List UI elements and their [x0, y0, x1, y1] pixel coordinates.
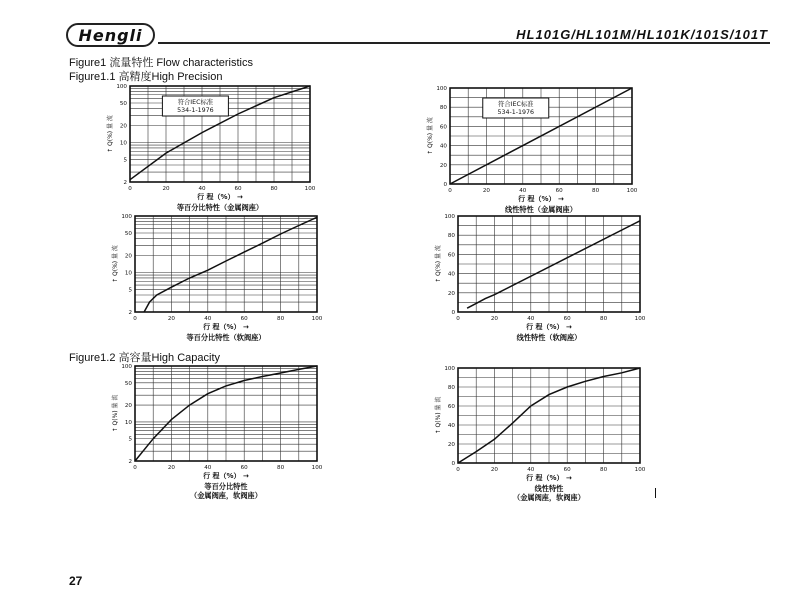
chart-linear-soft [428, 214, 650, 344]
y-tick-label: 80 [447, 385, 455, 391]
x-axis-label: 行 程（%） → [526, 474, 572, 482]
y-tick-label: 10 [119, 140, 127, 147]
y-tick-label: 100 [116, 84, 127, 90]
header-rule [158, 42, 770, 44]
x-axis-label: 行 程（%） → [518, 195, 564, 203]
y-tick-label: 100 [121, 364, 132, 370]
x-tick-label: 40 [198, 186, 206, 192]
chart-caption: （金属阀座，软阀座） [190, 491, 262, 500]
x-tick-label: 80 [592, 188, 600, 194]
standard-box-text: 符合IEC标准 [498, 101, 534, 108]
chart-caption: 等百分比特性 [204, 482, 248, 491]
y-tick-label: 80 [447, 233, 455, 240]
series-line [467, 221, 640, 308]
y-tick-label: 50 [124, 231, 132, 238]
y-tick-label: 20 [124, 403, 132, 410]
chart-caption: （金属阀座，软阀座） [513, 493, 585, 502]
standard-box-text: 符合IEC标准 [177, 99, 214, 106]
x-tick-label: 60 [240, 465, 248, 471]
y-tick-label: 0 [443, 182, 447, 188]
y-tick-label: 100 [444, 214, 455, 220]
figure1-title: Figure1 流量特性 Flow characteristics [69, 57, 253, 69]
y-tick-label: 0 [451, 461, 455, 467]
y-tick-label: 2 [128, 459, 132, 465]
y-tick-label: 2 [123, 180, 127, 186]
x-axis-label: 行 程（%） → [203, 323, 249, 331]
x-tick-label: 60 [234, 186, 242, 192]
chart-eq-pct-capacity [105, 364, 327, 502]
y-tick-label: 20 [119, 123, 127, 130]
chart-eq-pct-soft [105, 214, 327, 344]
x-tick-label: 60 [563, 467, 571, 473]
x-axis-label: 行 程（%） → [526, 323, 572, 331]
y-tick-label: 2 [128, 310, 132, 316]
y-axis-label: ↑ Q(%) 量 流 [112, 394, 119, 433]
x-tick-label: 60 [555, 188, 563, 194]
y-tick-label: 40 [447, 423, 455, 429]
y-tick-label: 60 [439, 124, 447, 131]
standard-box-text: 534-1-1976 [177, 107, 214, 114]
x-tick-label: 100 [634, 316, 646, 322]
y-tick-label: 5 [128, 436, 132, 443]
series-line [144, 217, 317, 312]
x-tick-label: 100 [311, 316, 323, 322]
x-tick-label: 60 [563, 316, 571, 322]
y-tick-label: 100 [444, 366, 455, 372]
x-tick-label: 20 [162, 186, 170, 192]
x-tick-label: 0 [448, 188, 452, 194]
y-tick-label: 5 [123, 157, 127, 164]
x-tick-label: 20 [490, 316, 498, 322]
x-tick-label: 0 [133, 316, 137, 322]
chart-caption: 等百分比特性（软阀座） [186, 333, 266, 342]
chart-linear-metal [420, 86, 642, 216]
y-tick-label: 40 [439, 143, 447, 150]
x-tick-label: 40 [519, 188, 527, 194]
y-tick-label: 0 [451, 310, 455, 316]
brand-logo: Hengli [66, 23, 155, 47]
y-tick-label: 20 [124, 253, 132, 260]
x-tick-label: 100 [634, 467, 646, 473]
model-codes: HL101G/HL101M/HL101K/101S/101T [516, 27, 768, 42]
y-tick-label: 60 [447, 404, 455, 410]
y-tick-label: 100 [121, 214, 132, 220]
y-tick-label: 50 [119, 101, 127, 108]
x-axis-label: 行 程（%） → [197, 193, 243, 201]
x-tick-label: 0 [456, 316, 460, 322]
x-tick-label: 20 [490, 467, 498, 473]
figure1-2-title: Figure1.2 高容量High Capacity [69, 352, 221, 364]
figure1-1-title: Figure1.1 高精度High Precision [69, 71, 223, 83]
x-tick-label: 0 [133, 465, 137, 471]
x-tick-label: 80 [600, 467, 608, 473]
x-tick-label: 80 [270, 186, 278, 192]
y-tick-label: 50 [124, 380, 132, 387]
x-tick-label: 0 [128, 186, 132, 192]
y-axis-label: ↑ Q(%) 量 流 [427, 117, 434, 155]
y-axis-label: ↑ Q(%) 量 流 [112, 245, 119, 283]
x-tick-label: 40 [527, 316, 535, 322]
chart-caption: 等百分比特性（金属阀座） [176, 203, 264, 212]
x-tick-label: 80 [600, 316, 608, 322]
margin-mark [655, 488, 656, 498]
chart-eq-pct-metal [100, 84, 320, 214]
y-axis-label: ↑ Q(%) 量 流 [435, 245, 442, 283]
x-tick-label: 0 [456, 467, 460, 473]
x-tick-label: 40 [204, 316, 212, 322]
y-axis-label: ↑ Q(%) 量 流 [107, 115, 114, 153]
x-tick-label: 40 [527, 467, 535, 473]
x-tick-label: 100 [626, 188, 638, 194]
y-tick-label: 100 [436, 86, 447, 92]
y-tick-label: 10 [124, 419, 132, 426]
y-tick-label: 20 [447, 442, 455, 448]
y-tick-label: 5 [128, 287, 132, 294]
chart-linear-capacity [428, 366, 650, 504]
chart-caption: 线性特性（金属阀座） [505, 205, 577, 214]
x-tick-label: 60 [240, 316, 248, 322]
x-axis-label: 行 程（%） → [203, 472, 249, 480]
x-tick-label: 80 [277, 465, 285, 471]
y-tick-label: 20 [439, 162, 447, 169]
chart-caption: 线性特性（软阀座） [516, 333, 582, 342]
x-tick-label: 20 [167, 316, 175, 322]
x-tick-label: 40 [204, 465, 212, 471]
y-tick-label: 20 [447, 290, 455, 297]
y-tick-label: 60 [447, 252, 455, 259]
x-tick-label: 20 [167, 465, 175, 471]
y-tick-label: 10 [124, 270, 132, 277]
standard-box-text: 534-1-1976 [497, 109, 535, 116]
x-tick-label: 100 [311, 465, 323, 471]
x-tick-label: 20 [482, 188, 490, 194]
y-tick-label: 40 [447, 271, 455, 278]
x-tick-label: 80 [277, 316, 285, 322]
x-tick-label: 100 [304, 186, 316, 192]
chart-caption: 线性特性 [534, 484, 564, 493]
page-number: 27 [69, 574, 83, 588]
y-tick-label: 80 [439, 105, 447, 112]
y-axis-label: ↑ Q(%) 量 流 [435, 396, 442, 435]
